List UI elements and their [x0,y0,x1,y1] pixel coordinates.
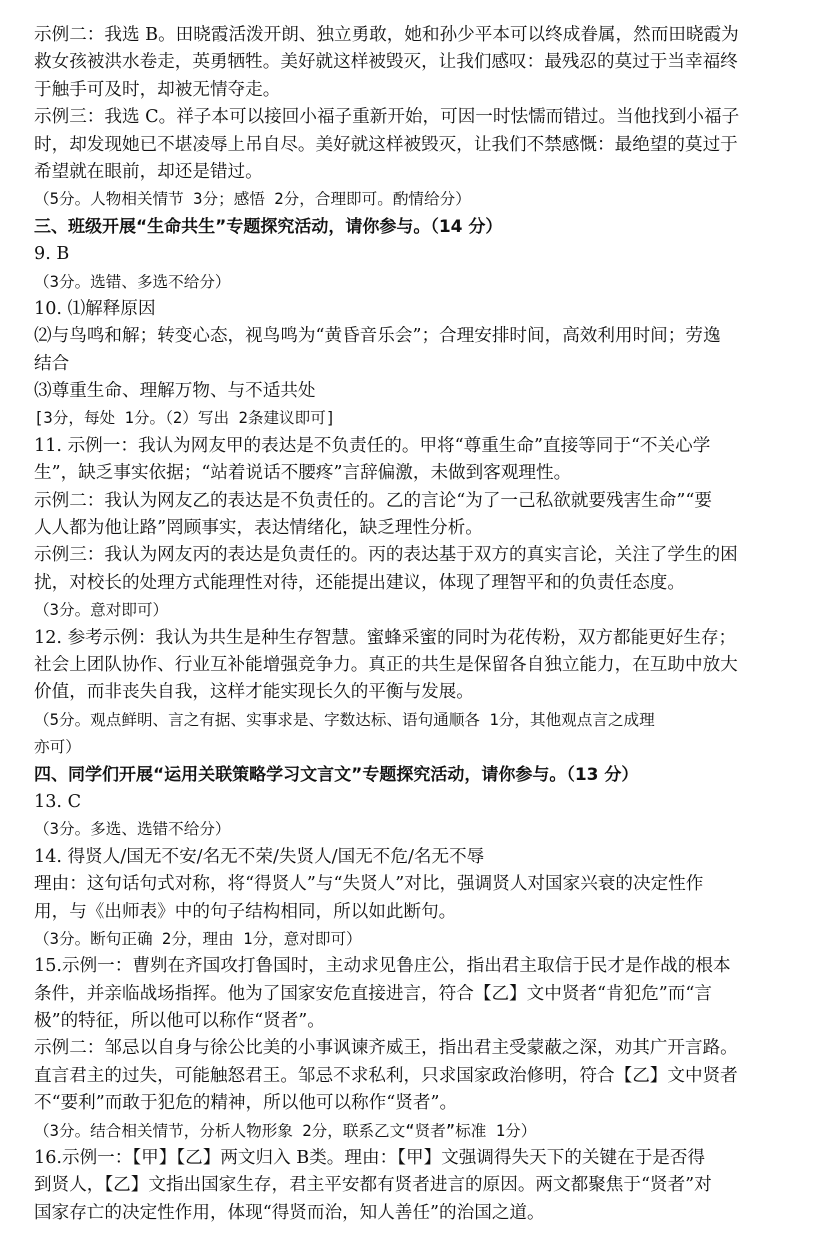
scoring-note-line: [3分，每处 1分。（2）写出 2条建议即可] [34,409,336,428]
scoring-note-line: （3分。结合相关情节，分析人物形象 2分，联系乙文“贤者”标准 1分） [34,1121,537,1140]
text-line: 16.示例一：【甲】【乙】两文归入 B类。理由：【甲】文强调得失天下的关键在于是否得 [34,1148,706,1169]
text-line: 11. 示例一：我认为网友甲的表达是不负责任的。甲将“尊重生命”直接等同于“不关心学 [34,435,711,456]
text-line: 条件，并亲临战场指挥。他为了国家安危直接进言，符合【乙】文中贤者“肯犯危”而“言 [34,983,712,1004]
text-line: 生”，缺乏事实依据；“站着说话不腰疼”言辞偏激，未做到客观理性。 [34,463,572,484]
scoring-note-line: （3分。多选、选错不给分） [34,820,231,839]
text-line: ⑵与鸟鸣和解；转变心态，视鸟鸣为“黄昏音乐会”；合理安排时间，高效利用时间；劳逸 [34,326,721,347]
scoring-note-line: （3分。断句正确 2分，理由 1分，意对即可） [34,929,362,948]
text-line: 到贤人，【乙】文指出国家生存，君主平安都有贤者进言的原因。两文都聚焦于“贤者”对 [34,1175,712,1196]
text-line: 极”的特征，所以他可以称作“贤者”。 [34,1011,325,1032]
text-line: 社会上团队协作、行业互补能增强竞争力。真正的共生是保留各自独立能力，在互助中放大 [34,654,738,675]
scoring-note-line: （5分。人物相关情节 3分；感悟 2分，合理即可。酌情给分） [34,190,471,209]
scoring-note-line: （3分。选错、多选不给分） [34,272,231,291]
text-line: 9. B [34,244,70,265]
text-line: 扰，对校长的处理方式能理性对待，还能提出建议，体现了理智平和的负责任态度。 [34,572,685,593]
text-line: 于触手可及时，却被无情夺走。 [34,79,281,100]
scoring-note-line: （3分。意对即可） [34,601,169,620]
text-line: 15.示例一：曹刿在齐国攻打鲁国时，主动求见鲁庄公，指出君主取信于民才是作战的根本 [34,956,731,977]
text-line: 国家存亡的决定性作用，体现“得贤而治，知人善任”的治国之道。 [34,1202,545,1223]
text-line: 希望就在眼前，却还是错过。 [34,161,263,182]
text-line: 13. C [34,791,82,812]
text-line: 示例三：我认为网友丙的表达是负责任的。丙的表达基于双方的真实言论，关注了学生的困 [34,545,738,566]
section-heading: 三、班级开展“生命共生”专题探究活动，请你参与。（14 分） [34,216,503,237]
text-line: 人人都为他让路”罔顾事实，表达情绪化，缺乏理性分析。 [34,518,483,539]
text-line: 理由：这句话句式对称，将“得贤人”与“失贤人”对比，强调贤人对国家兴衰的决定性作 [34,874,704,895]
text-line: 示例二：邹忌以自身与徐公比美的小事讽谏齐威王，指出君主受蒙蔽之深，劝其广开言路。 [34,1038,738,1059]
text-line: 时，却发现她已不堪凌辱上吊自尽。美好就这样被毁灭，让我们不禁感慨：最绝望的莫过于 [34,134,738,155]
text-line: 结合 [34,353,70,374]
text-line: 14. 得贤人/国无不安/名无不荣/失贤人/国无不危/名无不辱 [34,846,485,867]
text-line: 示例二：我认为网友乙的表达是不负责任的。乙的言论“为了一己私欲就要残害生命”“要 [34,490,712,511]
section-heading: 四、同学们开展“运用关联策略学习文言文”专题探究活动，请你参与。（13 分） [34,764,639,785]
text-line: 12. 参考示例：我认为共生是种生存智慧。蜜蜂采蜜的同时为花传粉，双方都能更好生存； [34,627,737,648]
text-line: 直言君主的过失，可能触怒君王。邹忌不求私利，只求国家政治修明，符合【乙】文中贤者 [34,1065,738,1086]
text-line: ⑶尊重生命、理解万物、与不适共处 [34,381,316,402]
text-line: 价值，而非丧失自我，这样才能实现长久的平衡与发展。 [34,682,474,703]
text-line: 10. ⑴解释原因 [34,298,156,319]
scoring-note-line: 亦可） [34,738,81,757]
text-line: 示例三：我选 C。祥子本可以接回小福子重新开始，可因一时怯懦而错过。当他找到小福子 [34,107,740,128]
text-line: 用，与《出师表》中的句子结构相同，所以如此断句。 [34,901,457,922]
text-line: 示例二：我选 B。田晓霞活泼开朗、独立勇敢，她和孙少平本可以终成眷属，然而田晓霞为 [34,25,739,45]
scoring-note-line: （5分。观点鲜明、言之有据、实事求是、字数达标、语句通顺各 1分，其他观点言之成理 [34,710,655,729]
text-line: 不“要利”而敢于犯危的精神，所以他可以称作“贤者”。 [34,1093,458,1114]
text-line: 救女孩被洪水卷走，英勇牺牲。美好就这样被毁灭，让我们感叹：最残忍的莫过于当幸福终 [34,52,738,73]
